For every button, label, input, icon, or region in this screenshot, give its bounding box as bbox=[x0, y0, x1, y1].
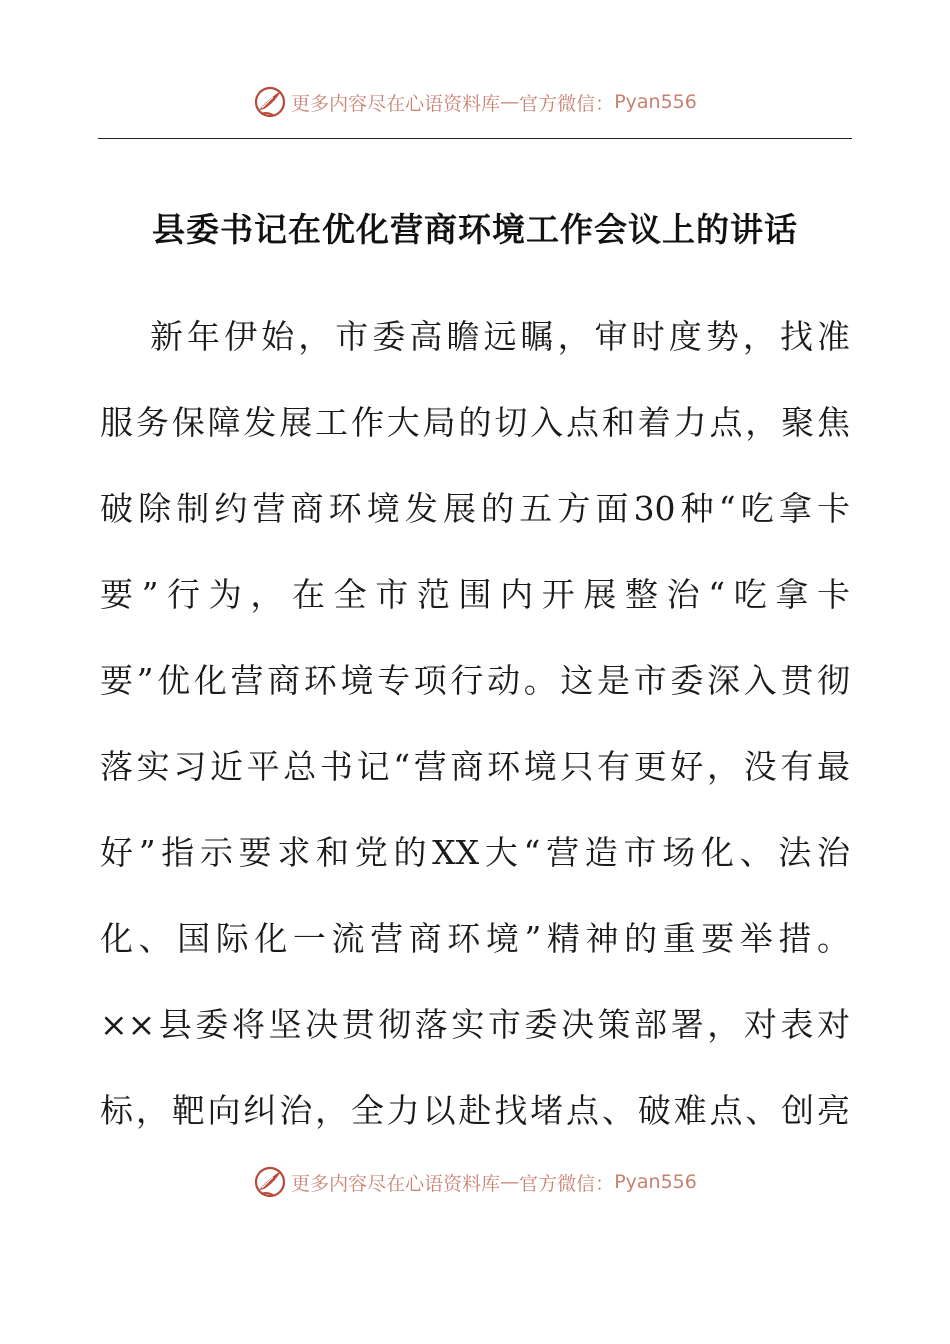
brand-text: 更多内容尽在心语资料库 bbox=[291, 1172, 501, 1195]
body-line: 化、国际化一流营商环境”精神的重要举措。 bbox=[100, 919, 850, 958]
wechat-label: 官方微信： bbox=[519, 92, 615, 115]
quill-pen-logo-icon bbox=[253, 85, 287, 119]
body-line: 好”指示要求和党的XX大“营造市场化、法治 bbox=[100, 833, 850, 872]
body-line: 要”行为，在全市范围内开展整治“吃拿卡 bbox=[100, 575, 850, 614]
header-divider bbox=[98, 138, 852, 139]
brand-separator: — bbox=[500, 1171, 520, 1193]
wechat-label: 官方微信： bbox=[519, 1172, 615, 1195]
brand-text: 更多内容尽在心语资料库 bbox=[291, 92, 501, 115]
body-line: 要”优化营商环境专项行动。这是市委深入贯彻 bbox=[100, 661, 850, 700]
brand-separator: — bbox=[500, 91, 520, 113]
header-brand bbox=[253, 85, 697, 119]
body-line: 新年伊始，市委高瞻远瞩，审时度势，找准 bbox=[150, 317, 850, 356]
header-watermark bbox=[0, 80, 950, 124]
body-line: 标，靶向纠治，全力以赴找堵点、破难点、创亮 bbox=[100, 1091, 850, 1130]
body-line: 落实习近平总书记“营商环境只有更好，没有最 bbox=[100, 747, 850, 786]
wechat-handle: Pyan556 bbox=[614, 91, 697, 113]
document-body bbox=[100, 294, 850, 1154]
document-title: 县委书记在优化营商环境工作会议上的讲话 bbox=[152, 210, 798, 249]
body-line: 破除制约营商环境发展的五方面30种“吃拿卡 bbox=[100, 489, 850, 528]
wechat-handle: Pyan556 bbox=[614, 1171, 697, 1193]
footer-brand bbox=[253, 1165, 697, 1199]
body-line: ××县委将坚决贯彻落实市委决策部署，对表对 bbox=[100, 1005, 850, 1044]
body-line: 服务保障发展工作大局的切入点和着力点，聚焦 bbox=[100, 403, 850, 442]
footer-watermark bbox=[0, 1160, 950, 1204]
quill-pen-logo-icon bbox=[253, 1165, 287, 1199]
